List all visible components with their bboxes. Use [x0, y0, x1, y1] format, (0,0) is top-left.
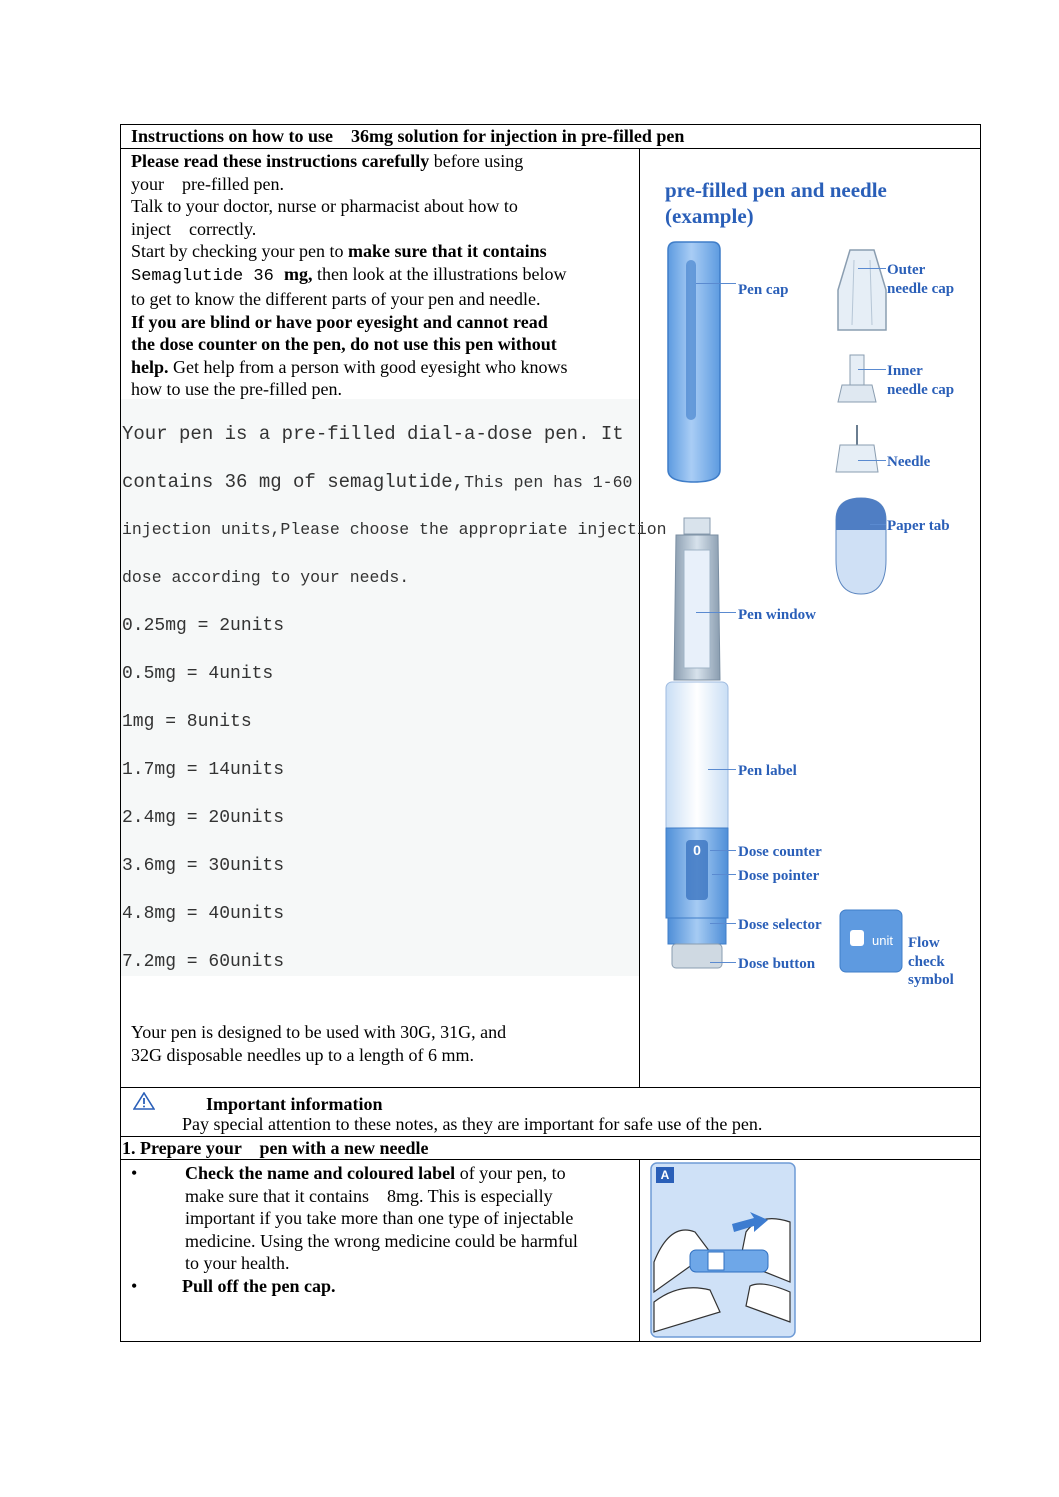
- bullet-dot-2: •: [131, 1276, 138, 1296]
- drug-unit: mg,: [284, 263, 313, 284]
- section1-title: 1. Prepare your pen with a new needle: [122, 1138, 429, 1158]
- label-needle: Needle: [887, 454, 931, 470]
- label-inner-1: Inner: [887, 363, 923, 379]
- outer-needle-cap: [838, 250, 886, 330]
- needle-note-line-2: 32G disposable needles up to a length of 6 mm.: [131, 1044, 474, 1065]
- label-paper-tab: Paper tab: [887, 518, 950, 534]
- paper-tab: [836, 498, 886, 594]
- figure-title-line-2: (example): [665, 204, 754, 228]
- pen-window-leader: [696, 612, 736, 613]
- label-pen-cap: Pen cap: [738, 282, 789, 298]
- dose-pointer-leader: [712, 874, 736, 875]
- drug-name: Semaglutide 36: [131, 266, 285, 286]
- needle-compatibility-note: [131, 1021, 506, 1066]
- important-title: Important information: [206, 1094, 383, 1114]
- dose-row: 1mg = 8units: [122, 712, 252, 732]
- bullet-pull-cap: Pull off the pen cap.: [182, 1276, 336, 1296]
- figure-a-illustration: [650, 1162, 796, 1338]
- pen-label-leader: [708, 769, 736, 770]
- dose-counter-digit: 0: [693, 842, 701, 858]
- inner-cap-leader: [858, 369, 886, 370]
- label-inner-needle-cap: [887, 362, 954, 399]
- flow-check-symbol-box: [840, 910, 902, 972]
- pen-cap-leader: [696, 283, 736, 284]
- dose-selector-leader: [710, 923, 736, 924]
- check-line-2: make sure that it contains 8mg. This is especially: [185, 1185, 553, 1206]
- blind-warning-3: [131, 356, 636, 379]
- check-line-4: medicine. Using the wrong medicine could be harmful: [185, 1230, 578, 1251]
- dose-counter-leader: [710, 850, 736, 851]
- intro-line-2: your pre-filled pen.: [131, 173, 284, 194]
- important-text: Pay special attention to these notes, as they are important for safe use of the pen.: [182, 1114, 763, 1134]
- read-carefully-rest: before using: [429, 151, 524, 171]
- needle-note-line-1: Your pen is designed to be used with 30G, 31G, and: [131, 1022, 507, 1042]
- intro-line-7: to get to know the different parts of your pen and needle.: [131, 289, 541, 309]
- label-outer-needle-cap: [887, 261, 954, 298]
- figure-title: [665, 177, 887, 229]
- dose-button-leader: [710, 962, 736, 963]
- label-flow-check-symbol: [908, 934, 954, 990]
- blind-warning-2: the dose counter on the pen, do not use this pen without: [131, 334, 557, 354]
- dose-text-line-1: Your pen is a pre-filled dial-a-dose pen. It: [122, 423, 624, 445]
- column-divider-bottom: [639, 1159, 640, 1342]
- check-pen-plain: Start by checking your pen to: [131, 241, 348, 261]
- label-outer-2: needle cap: [887, 280, 955, 297]
- important-top-divider: [120, 1087, 981, 1088]
- header-divider: [120, 148, 981, 149]
- check-name-rest: of your pen, to: [455, 1163, 566, 1183]
- read-carefully-bold: Please read these instructions carefully: [131, 151, 430, 171]
- check-line-1: [185, 1162, 635, 1185]
- paper-tab-leader: [870, 524, 886, 525]
- flow-check-unit: unit: [872, 933, 893, 948]
- dose-text-line-2: [122, 471, 632, 493]
- intro-line-6-rest: then look at the illustrations below: [312, 263, 567, 284]
- figure-a-badge: A: [656, 1167, 674, 1183]
- intro-line-4: inject correctly.: [131, 218, 257, 239]
- label-flow-1: Flow: [908, 935, 940, 951]
- dose-row: 7.2mg = 60units: [122, 952, 285, 972]
- intro-line-3: Talk to your doctor, nurse or pharmacist about how to: [131, 196, 518, 216]
- warning-triangle-icon: [133, 1092, 155, 1110]
- intro-line-6: [131, 263, 636, 289]
- intro-line-1: [131, 150, 636, 173]
- dose-text-line-3: injection units,Please choose the appropriate injection: [122, 520, 667, 539]
- pen-body: [666, 518, 728, 968]
- dose-row: 3.6mg = 30units: [122, 856, 285, 876]
- dose-text-line-2a: contains 36 mg of semaglutide,: [122, 471, 465, 493]
- needle-leader: [858, 460, 886, 461]
- document-title: Instructions on how to use 36mg solution for injection in pre-filled pen: [131, 126, 685, 146]
- table-border-bottom: [120, 1341, 981, 1342]
- figure-title-line-1: pre-filled pen and needle: [665, 178, 887, 202]
- label-outer-1: Outer: [887, 262, 926, 278]
- help-rest: Get help from a person with good eyesight who knows: [168, 356, 568, 377]
- dose-text-line-4: dose according to your needs.: [122, 568, 410, 587]
- dose-row: 0.5mg = 4units: [122, 664, 274, 684]
- dose-row: 0.25mg = 2units: [122, 616, 285, 636]
- label-dose-counter: Dose counter: [738, 844, 822, 860]
- help-bold: help.: [131, 356, 169, 377]
- check-line-5: to your health.: [185, 1253, 290, 1273]
- label-flow-2: check: [908, 953, 945, 970]
- label-inner-2: needle cap: [887, 381, 955, 398]
- needle: [836, 425, 878, 472]
- dose-row: 1.7mg = 14units: [122, 760, 285, 780]
- bullet-dot-1: •: [131, 1163, 138, 1183]
- check-pen-bold: make sure that it contains: [347, 241, 547, 261]
- label-flow-3: symbol: [908, 972, 954, 988]
- inner-needle-cap: [838, 355, 876, 402]
- dose-row: 4.8mg = 40units: [122, 904, 285, 924]
- label-dose-button: Dose button: [738, 956, 816, 972]
- intro-text: [131, 150, 636, 401]
- label-dose-pointer: Dose pointer: [738, 868, 820, 884]
- label-dose-selector: Dose selector: [738, 917, 822, 933]
- label-pen-label: Pen label: [738, 763, 797, 779]
- check-name-bold: Check the name and coloured label: [185, 1163, 456, 1183]
- dose-text-line-2b: This pen has 1-60: [464, 473, 633, 492]
- label-pen-window: Pen window: [738, 607, 816, 623]
- bullet-check-name: [185, 1162, 635, 1275]
- dose-row: 2.4mg = 20units: [122, 808, 285, 828]
- check-line-3: important if you take more than one type of injectable: [185, 1208, 574, 1228]
- outer-cap-leader: [858, 268, 886, 269]
- intro-line-5: [131, 240, 636, 263]
- blind-warning-1: If you are blind or have poor eyesight and cannot read: [131, 311, 548, 332]
- blind-warning-4: how to use the pre-filled pen.: [131, 379, 342, 399]
- pen-cap: [668, 242, 720, 482]
